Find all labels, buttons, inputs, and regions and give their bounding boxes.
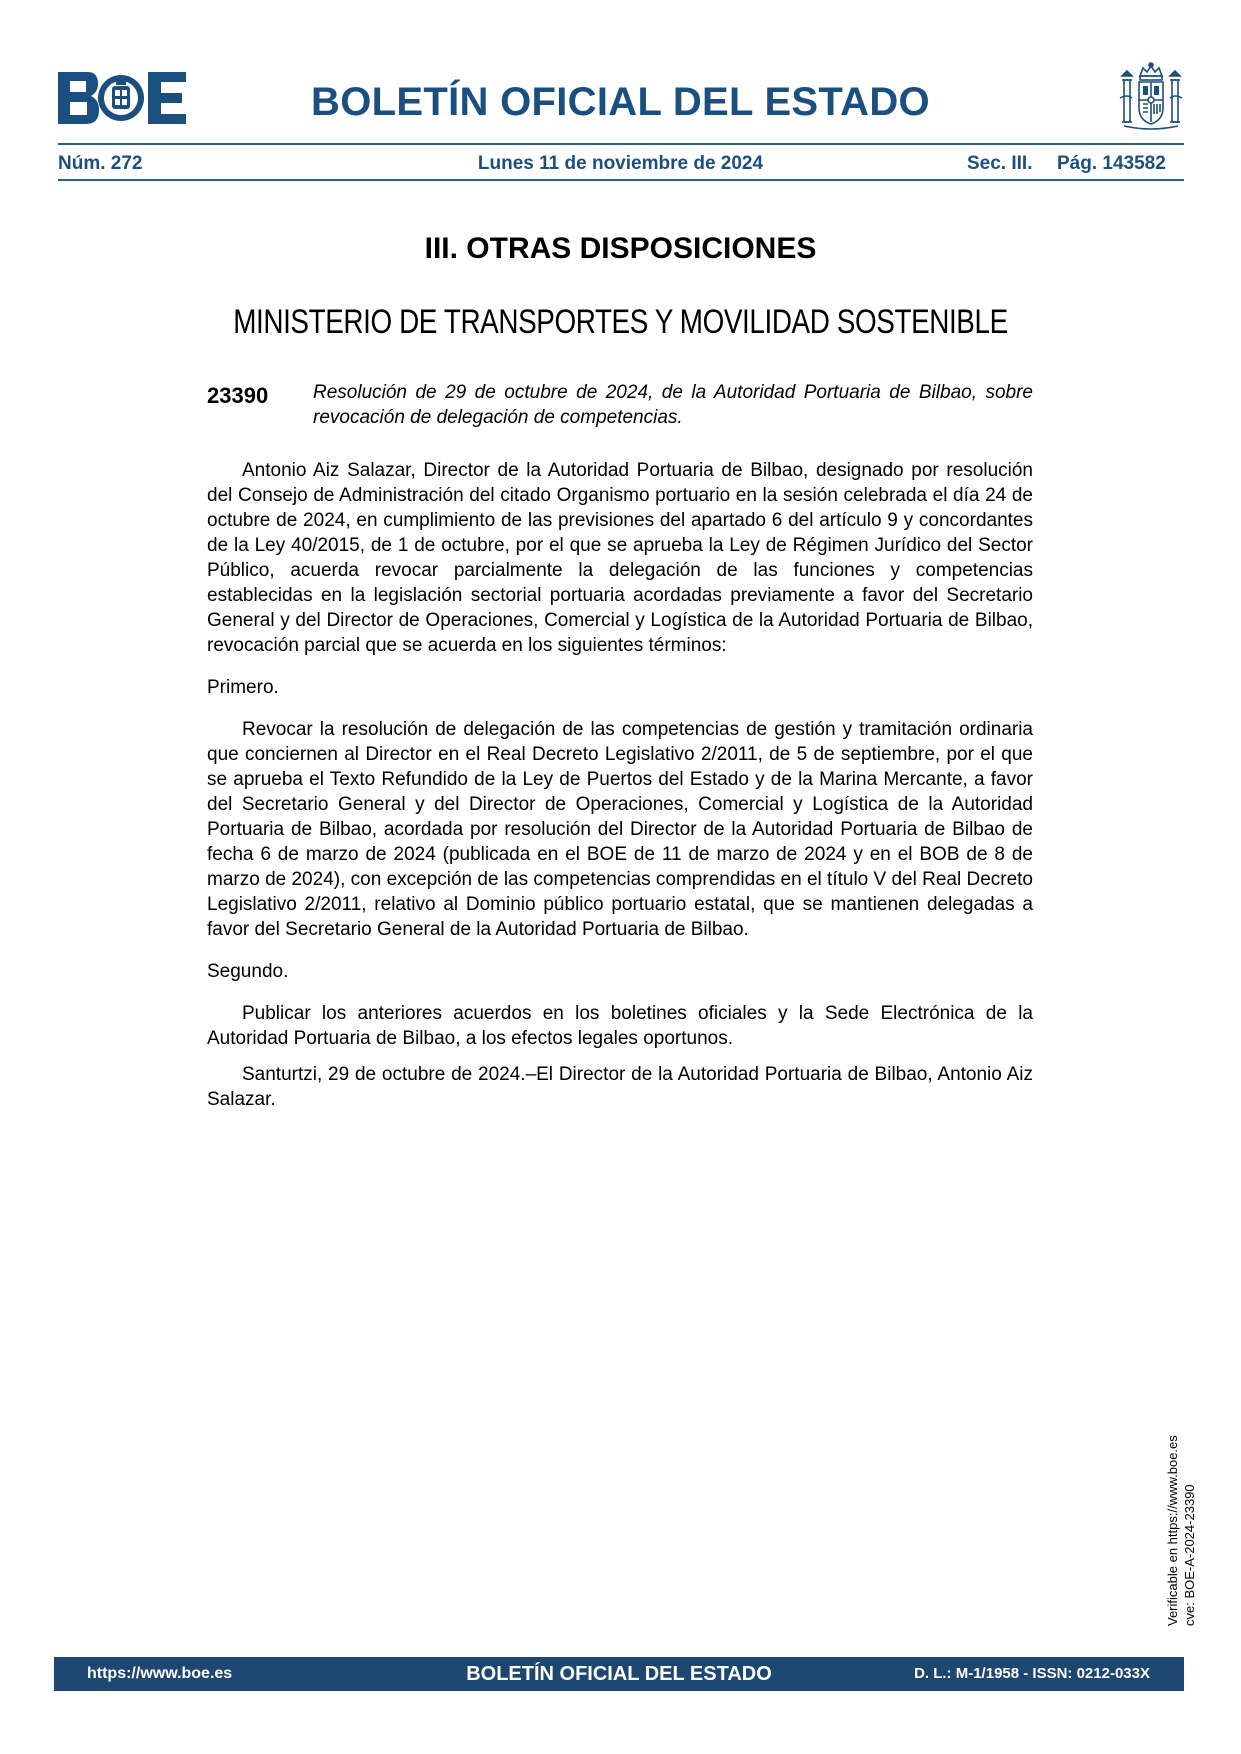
verification-sidebar	[1164, 1435, 1197, 1646]
header-rule-bottom	[58, 179, 1184, 181]
paragraph-primero: Revocar la resolución de delegación de las competencias de gestión y tramitación ordinaria que conciernen al Director en el Real Decreto Legislativo 2/2011, de 5 de septiembre, por el que se aprueba el Texto Refundido de la Ley de Puertos del Estado y de la Marina Mercante, a favor del Secretario General y del Director de Operaciones, Comercial y Logística de la Autoridad Portuaria de Bilbao, acordada por resolución del Director de la Autoridad Portuaria de Bilbao de fecha 6 de marzo de 2024 (publicada en el BOE de 11 de marzo de 2024 y en el BOB de 8 de marzo de 2024), con excepción de las competencias comprendidas en el título V del Real Decreto Legislativo 2/2011, relativo al Dominio público portuario estatal, que se mantienen delegadas a favor del Secretario General de la Autoridad Portuaria de Bilbao.	[207, 719, 1033, 940]
footer-bar	[54, 1657, 1184, 1691]
heading-primero: Primero.	[207, 677, 279, 698]
signature-paragraph: Santurtzi, 29 de octubre de 2024.–El Director de la Autoridad Portuaria de Bilbao, Antonio Aiz Salazar.	[207, 1064, 1033, 1110]
issue-number: Núm. 272	[58, 153, 143, 174]
disposition-number: 23390	[207, 383, 269, 408]
disposition-title: Resolución de 29 de octubre de 2024, de la Autoridad Portuaria de Bilbao, sobre revocación de delegación de competencias.	[313, 382, 1033, 428]
section-label: Sec. III.	[967, 153, 1033, 174]
cve-code: Verificable en https://www.boe.es	[1165, 1435, 1180, 1626]
header-rule-top	[58, 143, 1184, 145]
ministry-title: MINISTERIO DE TRANSPORTES Y MOVILIDAD SOSTENIBLE	[233, 303, 1008, 341]
section-title: III. OTRAS DISPOSICIONES	[424, 232, 817, 265]
newspaper-title: BOLETÍN OFICIAL DEL ESTADO	[311, 80, 930, 124]
verify-link: cve: BOE-A-2024-23390	[1182, 1484, 1197, 1626]
document-body	[207, 458, 1033, 1112]
paragraph-intro: Antonio Aiz Salazar, Director de la Autoridad Portuaria de Bilbao, designado por resolución del Consejo de Administración del citado Organismo portuario en la sesión celebrada el día 24 de octubre de 2024, en cumplimiento de las previsiones del apartado 6 del artículo 9 y concordantes de la Ley 40/2015, de 1 de octubre, por el que se aprueba la Ley de Régimen Jurídico del Sector Público, acuerda revocar parcialmente la delegación de las funciones y competencias establecidas en la legislación sectorial portuaria acordadas previamente a favor del Secretario General y del Director de Operaciones, Comercial y Logística de la Autoridad Portuaria de Bilbao, revocación parcial que se acuerda en los siguientes términos:	[207, 460, 1033, 656]
footer-legal: D. L.: M-1/1958 - ISSN: 0212-033X	[914, 1665, 1150, 1682]
paragraph-segundo: Publicar los anteriores acuerdos en los boletines oficiales y la Sede Electrónica de la Autoridad Portuaria de Bilbao, a los efectos legales oportunos.	[207, 1003, 1033, 1049]
footer-title: BOLETÍN OFICIAL DEL ESTADO	[466, 1663, 772, 1685]
heading-segundo: Segundo.	[207, 961, 289, 982]
page-number: Pág. 143582	[1057, 153, 1166, 174]
coat-of-arms-icon	[1118, 62, 1184, 132]
issue-date: Lunes 11 de noviembre de 2024	[477, 153, 764, 174]
footer-url-link[interactable]: https://www.boe.es	[87, 1665, 233, 1682]
